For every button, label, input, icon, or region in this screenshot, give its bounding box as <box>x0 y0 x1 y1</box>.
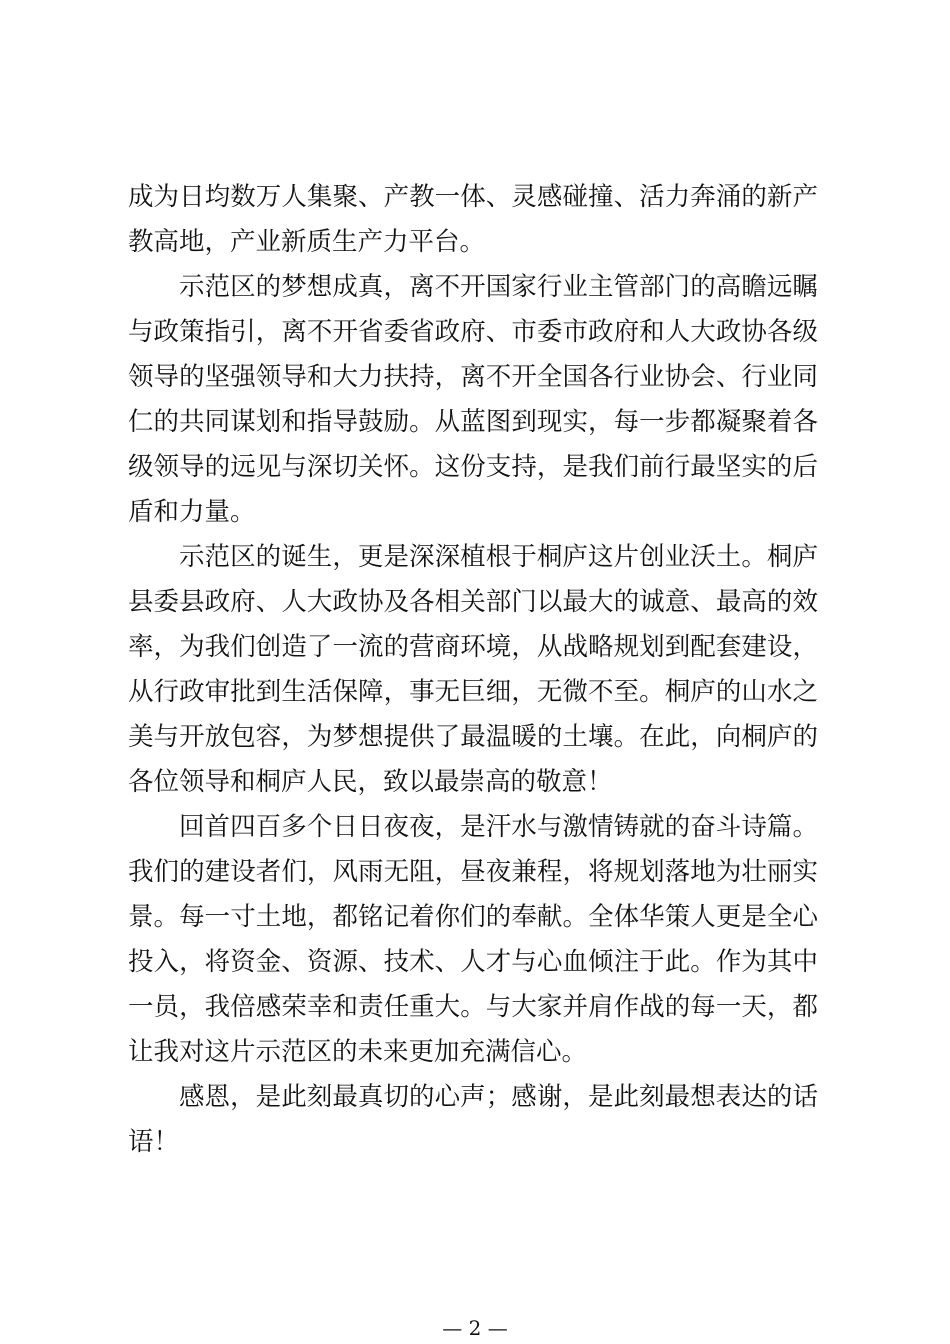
paragraph-builders: 回首四百多个日日夜夜，是汗水与激情铸就的奋斗诗篇。我们的建设者们，风雨无阻，昼夜兼程，将规划落地为壮丽实景。每一寸土地，都铭记着你们的奉献。全体华策人更是全心投入，将资金、资源、技术、人才与心血倾注于此。作为其中一员，我倍感荣幸和责任重大。与大家并肩作战的每一天，都让我对这片示范区的未来更加充满信心。 <box>128 812 818 1067</box>
page-number: — 2 — <box>442 1316 508 1340</box>
document-body <box>128 175 818 1165</box>
paragraph-support: 示范区的梦想成真，离不开国家行业主管部门的高瞻远瞩与政策指引，离不开省委省政府、市委市政府和人大政协各级领导的坚强领导和大力扶持，离不开全国各行业协会、行业同仁的共同谋划和指导鼓励。从蓝图到现实，每一步都凝聚着各级领导的远见与深切关怀。这份支持，是我们前行最坚实的后盾和力量。 <box>128 272 818 527</box>
paragraph-gratitude: 感恩，是此刻最真切的心声；感谢，是此刻最想表达的话语！ <box>128 1082 818 1157</box>
paragraph-continuation: 成为日均数万人集聚、产教一体、灵感碰撞、活力奔涌的新产教高地，产业新质生产力平台。 <box>128 182 818 257</box>
paragraph-tonglu: 示范区的诞生，更是深深植根于桐庐这片创业沃土。桐庐县委县政府、人大政协及各相关部门以最大的诚意、最高的效率，为我们创造了一流的营商环境，从战略规划到配套建设，从行政审批到生活保障，事无巨细，无微不至。桐庐的山水之美与开放包容，为梦想提供了最温暖的土壤。在此，向桐庐的各位领导和桐庐人民，致以最崇高的敬意！ <box>128 542 818 797</box>
